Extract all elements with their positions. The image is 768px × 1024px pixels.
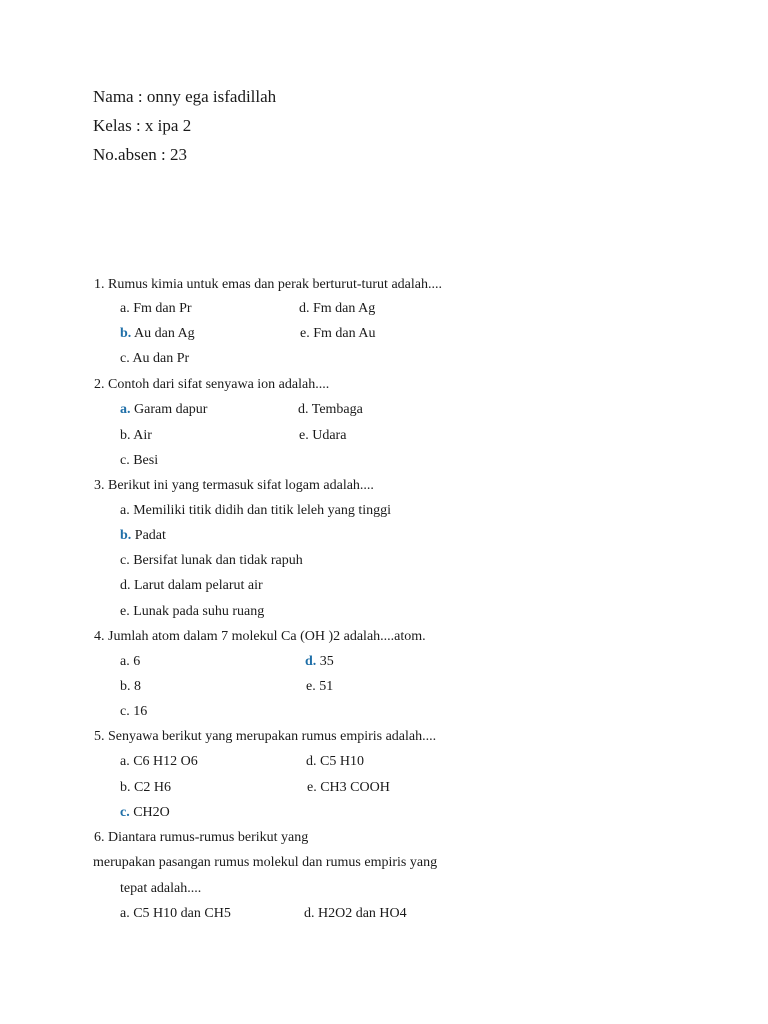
option-letter: d. [304,906,315,921]
option-text: Fm dan Au [309,326,376,341]
option-text: Au dan Pr [129,351,190,366]
option-text: C2 H6 [130,780,171,795]
option-letter: e. [306,679,316,694]
option-letter: d. [298,402,309,417]
student-class-line: Kelas : x ipa 2 [93,116,192,135]
q3-option-e [120,604,264,620]
option-letter: a. [120,654,130,669]
q2-option-c [120,453,158,469]
q6-option-d [304,906,407,922]
q5-option-d [306,754,364,770]
option-letter: b. [120,780,131,795]
answer-mark: a. [120,402,131,417]
option-letter: d. [306,754,317,769]
q4-option-d [305,654,334,670]
student-name-line: Nama : onny ega isfadillah [93,87,277,106]
option-text: C6 H12 O6 [129,754,198,769]
option-letter: d. [299,301,310,316]
option-text: Garam dapur [130,402,208,417]
option-letter: a. [120,754,130,769]
option-text: 8 [130,679,141,694]
answer-mark: b. [120,326,132,341]
question-3: 3. Berikut ini yang termasuk sifat logam adalah.... [94,478,374,493]
q3-option-a [120,503,391,519]
q6-option-a [120,906,231,922]
option-text: Memiliki titik didih dan titik leleh yang tinggi [129,503,392,518]
q5-option-e [307,780,390,796]
q4-option-e [306,679,333,695]
option-letter: c. [120,453,130,468]
option-letter: d. [120,578,131,593]
option-text: Fm dan Pr [129,301,192,316]
q4-option-a [120,654,140,670]
option-letter: a. [120,906,130,921]
q5-option-a [120,754,198,770]
student-absen-line: No.absen : 23 [93,145,187,164]
q1-option-c [120,351,189,367]
q2-option-b [120,428,152,444]
q1-option-e [300,326,375,342]
answer-mark: c. [120,805,130,820]
option-text: Padat [131,528,166,543]
option-letter: c. [120,351,130,366]
q4-option-b [120,679,141,695]
q3-option-c [120,553,303,569]
option-text: C5 H10 dan CH5 [129,906,231,921]
q1-option-d [299,301,375,317]
option-letter: c. [120,553,130,568]
q2-option-d [298,402,363,418]
q2-option-e [299,428,346,444]
question-6: 6. Diantara rumus-rumus berikut yang [94,830,309,845]
question-4: 4. Jumlah atom dalam 7 molekul Ca (OH )2 adalah....atom. [94,629,426,644]
q3-option-d [120,578,263,594]
option-text: CH2O [129,805,170,820]
question-2: 2. Contoh dari sifat senyawa ion adalah.... [94,377,330,392]
q3-option-b [120,528,166,544]
option-letter: e. [120,604,130,619]
option-text: Fm dan Ag [309,301,376,316]
question-5: 5. Senyawa berikut yang merupakan rumus empiris adalah.... [94,729,437,744]
option-letter: b. [120,428,131,443]
answer-mark: b. [120,528,132,543]
q1-option-b [120,326,195,342]
answer-mark: d. [305,654,317,669]
question-1: 1. Rumus kimia untuk emas dan perak berturut-turut adalah.... [94,277,442,292]
option-text: Lunak pada suhu ruang [129,604,265,619]
option-text: C5 H10 [316,754,364,769]
q5-option-b [120,780,171,796]
option-text: 51 [315,679,334,694]
q2-option-a [120,402,207,418]
q5-option-c [120,805,170,821]
option-letter: a. [120,503,130,518]
option-text: CH3 COOH [316,780,390,795]
option-letter: b. [120,679,131,694]
option-text: Besi [129,453,159,468]
option-letter: e. [300,326,310,341]
option-text: Air [130,428,152,443]
q4-option-c [120,704,147,720]
option-text: H2O2 dan HO4 [314,906,407,921]
option-letter: a. [120,301,130,316]
question-6-line-3: tepat adalah.... [120,881,202,896]
option-text: Bersifat lunak dan tidak rapuh [129,553,303,568]
option-text: Larut dalam pelarut air [130,578,263,593]
option-text: 35 [316,654,334,669]
option-text: Udara [308,428,347,443]
option-letter: c. [120,704,130,719]
question-6-line-2: merupakan pasangan rumus molekul dan rumus empiris yang [93,855,438,870]
option-text: Tembaga [308,402,363,417]
option-text: Au dan Ag [131,326,195,341]
q1-option-a [120,301,192,317]
option-text: 16 [129,704,148,719]
option-text: 6 [129,654,141,669]
option-letter: e. [307,780,317,795]
option-letter: e. [299,428,309,443]
